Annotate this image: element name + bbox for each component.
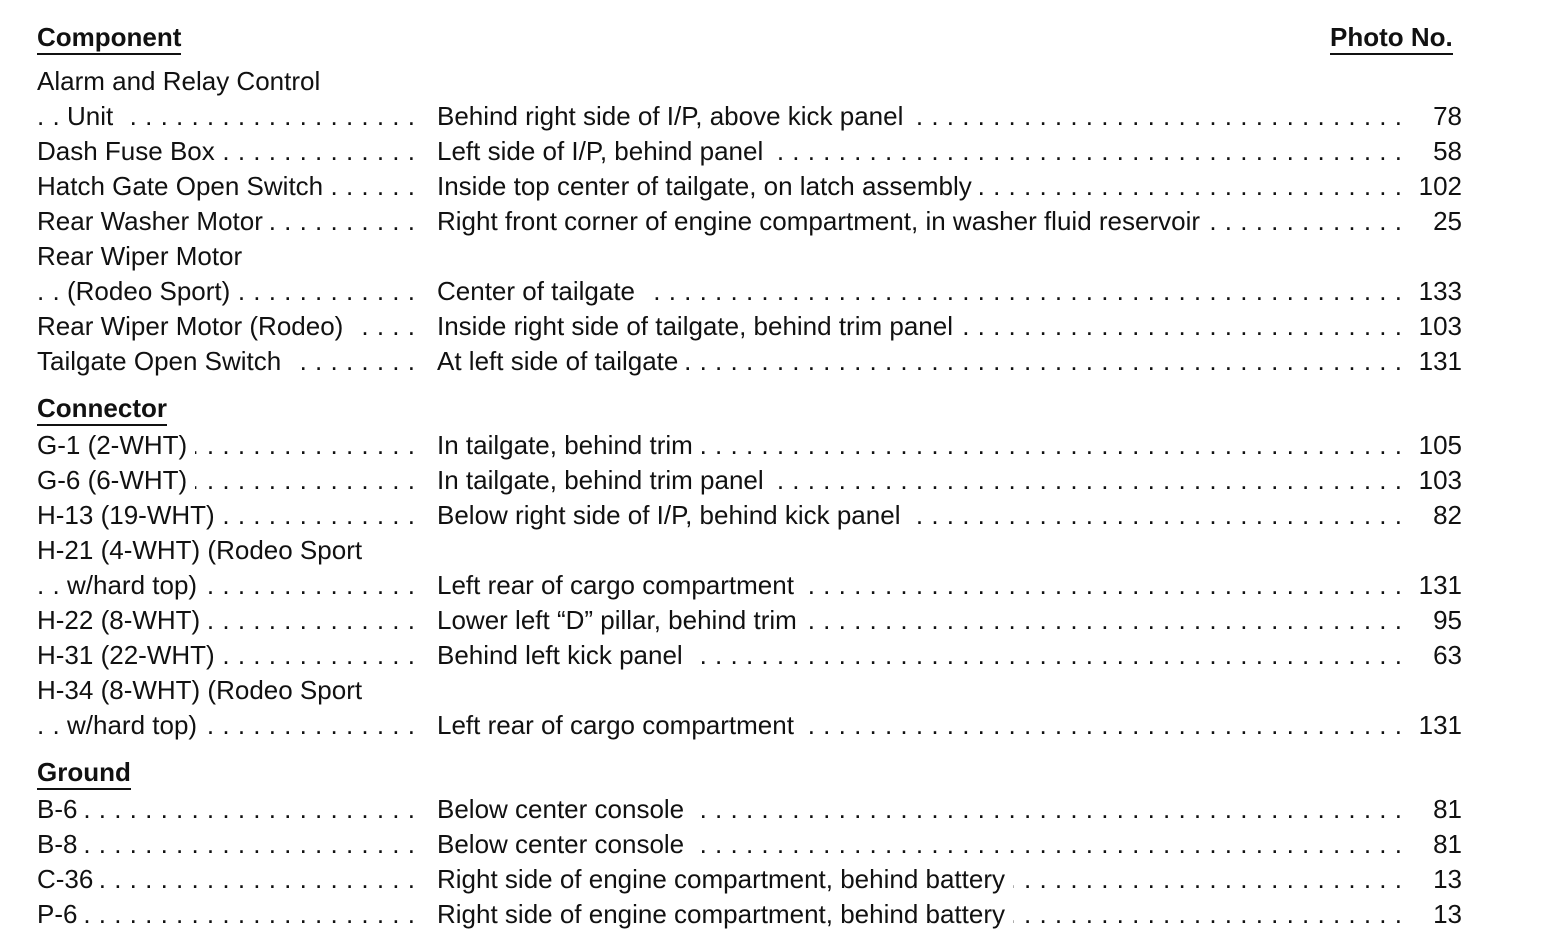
photo-no-heading: Photo No. [1330, 22, 1453, 55]
photo-number: 25 [1402, 204, 1462, 239]
location: Inside right side of tailgate, behind trim panel [437, 309, 961, 344]
ground-name: B-8 [37, 827, 85, 862]
component-name: (Rodeo Sport) [67, 274, 238, 309]
photo-number: 81 [1402, 827, 1462, 862]
location: Below right side of I/P, behind kick panel [437, 498, 908, 533]
table-row [37, 134, 1462, 169]
component-heading: Component [37, 22, 181, 55]
table-row [37, 708, 1462, 743]
photo-number: 131 [1402, 708, 1462, 743]
connector-name: w/hard top) [67, 708, 205, 743]
connector-name-line1: H-21 (4-WHT) (Rodeo Sport [37, 535, 363, 565]
component-name: Tailgate Open Switch [37, 344, 289, 379]
photo-number: 95 [1402, 603, 1462, 638]
ground-name: P-6 [37, 897, 85, 932]
location: Inside top center of tailgate, on latch assembly [437, 169, 980, 204]
photo-number: 103 [1402, 463, 1462, 498]
table-row-continuation [37, 64, 1462, 99]
table-row-continuation [37, 239, 1462, 274]
table-row [37, 344, 1462, 379]
location: Behind left kick panel [437, 638, 691, 673]
ground-name: B-6 [37, 792, 85, 827]
ground-name: C-36 [37, 862, 101, 897]
location: Left rear of cargo compartment [437, 708, 802, 743]
table-row [37, 169, 1462, 204]
table-row [37, 498, 1462, 533]
photo-number: 103 [1402, 309, 1462, 344]
table-row [37, 862, 1462, 897]
table-row-continuation [37, 533, 1462, 568]
connector-name: G-1 (2-WHT) [37, 428, 195, 463]
photo-number: 131 [1402, 344, 1462, 379]
connector-name: G-6 (6-WHT) [37, 463, 195, 498]
location: Right side of engine compartment, behind battery [437, 897, 1013, 932]
photo-number: 105 [1402, 428, 1462, 463]
photo-number: 81 [1402, 792, 1462, 827]
location: Left rear of cargo compartment [437, 568, 802, 603]
table-row [37, 603, 1462, 638]
location: Right front corner of engine compartment, in washer fluid reservoir [437, 204, 1208, 239]
photo-number: 133 [1402, 274, 1462, 309]
photo-number: 78 [1402, 99, 1462, 134]
component-name: Hatch Gate Open Switch [37, 169, 331, 204]
location: In tailgate, behind trim [437, 428, 701, 463]
location: Behind right side of I/P, above kick panel [437, 99, 911, 134]
photo-number: 131 [1402, 568, 1462, 603]
connector-heading: Connector [37, 393, 167, 426]
location: Center of tailgate [437, 274, 643, 309]
component-name: Dash Fuse Box [37, 134, 223, 169]
table-row [37, 638, 1462, 673]
location: Left side of I/P, behind panel [437, 134, 771, 169]
location: Lower left “D” pillar, behind trim [437, 603, 805, 638]
location: At left side of tailgate [437, 344, 686, 379]
component-name-line1: Alarm and Relay Control [37, 66, 321, 96]
location: In tailgate, behind trim panel [437, 463, 772, 498]
component-name-line1: Rear Wiper Motor [37, 241, 243, 271]
table-row [37, 827, 1462, 862]
ground-heading: Ground [37, 757, 131, 790]
photo-number: 82 [1402, 498, 1462, 533]
connector-name-line1: H-34 (8-WHT) (Rodeo Sport [37, 675, 363, 705]
photo-number: 63 [1402, 638, 1462, 673]
component-name: Unit [67, 99, 121, 134]
table-row-continuation [37, 673, 1462, 708]
table-row [37, 204, 1462, 239]
table-row [37, 99, 1462, 134]
photo-number: 58 [1402, 134, 1462, 169]
connector-name: H-13 (19-WHT) [37, 498, 223, 533]
component-name: Rear Wiper Motor (Rodeo) [37, 309, 351, 344]
table-row [37, 428, 1462, 463]
location: Below center console [437, 827, 692, 862]
table-row [37, 274, 1462, 309]
table-row [37, 463, 1462, 498]
location: Below center console [437, 792, 692, 827]
connector-name: H-31 (22-WHT) [37, 638, 223, 673]
table-row [37, 897, 1462, 932]
location: Right side of engine compartment, behind battery [437, 862, 1013, 897]
table-row [37, 309, 1462, 344]
photo-number: 13 [1402, 897, 1462, 932]
photo-number: 13 [1402, 862, 1462, 897]
table-row [37, 792, 1462, 827]
table-row [37, 568, 1462, 603]
photo-number: 102 [1402, 169, 1462, 204]
connector-name: w/hard top) [67, 568, 205, 603]
connector-name: H-22 (8-WHT) [37, 603, 208, 638]
component-name: Rear Washer Motor [37, 204, 271, 239]
